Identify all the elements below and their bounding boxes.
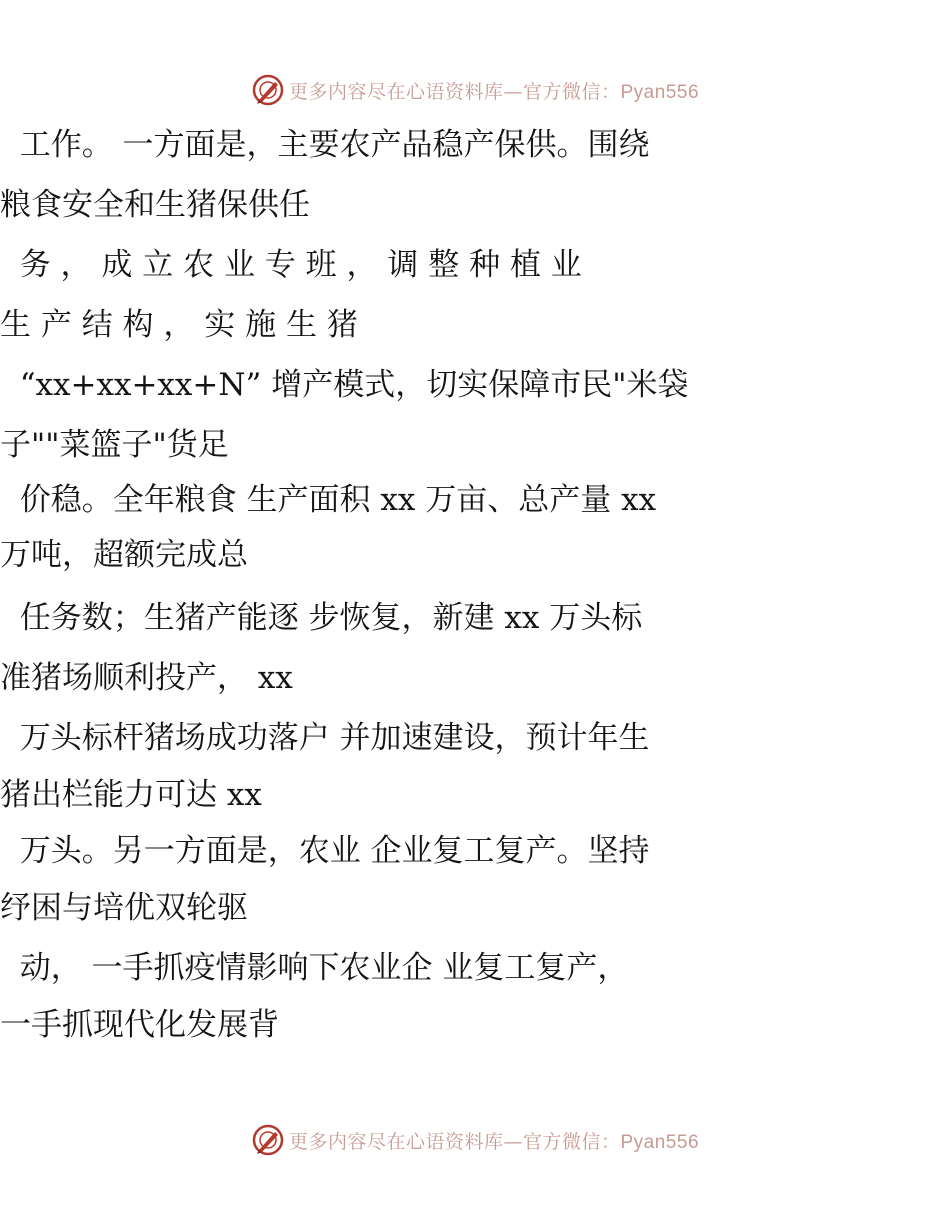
text-line: 准猪场顺利投产， xx [0, 660, 293, 696]
footer-watermark-banner [0, 1120, 950, 1160]
text-line: 一手抓现代化发展背 [0, 1007, 279, 1043]
footer-watermark-cn: 更多内容尽在心语资料库—官方微信： [288, 1130, 621, 1153]
text-line: 工作。 一方面是，主要农产品稳产保供。围绕 [0, 127, 650, 163]
text-line: “xx+xx+xx+N” 增产模式，切实保障市民"米袋 [0, 367, 689, 403]
header-watermark-text [289, 77, 699, 104]
text-line: 生 产 结 构 ， 实 施 生 猪 [0, 307, 358, 343]
pen-logo-icon [251, 1123, 285, 1157]
text-line: 价稳。全年粮食 生产面积 xx 万亩、总产量 xx [0, 482, 657, 518]
footer-wechat-id: Pyan556 [620, 1131, 700, 1153]
text-line: 万吨，超额完成总 [0, 537, 248, 573]
text-line: 粮食安全和生猪保供任 [0, 187, 310, 223]
header-wechat-id: Pyan556 [620, 81, 700, 103]
header-watermark-banner [0, 70, 950, 110]
text-line: 子""菜篮子"货足 [0, 427, 229, 463]
text-line: 务 ， 成 立 农 业 专 班 ， 调 整 种 植 业 [0, 247, 582, 283]
text-line: 万头标杆猪场成功落户 并加速建设，预计年生 [0, 720, 650, 756]
text-line: 万头。另一方面是，农业 企业复工复产。坚持 [0, 833, 650, 869]
text-line: 猪出栏能力可达 xx [0, 777, 262, 813]
footer-watermark-text [289, 1127, 699, 1154]
header-watermark-cn: 更多内容尽在心语资料库—官方微信： [288, 80, 621, 103]
pen-logo-icon [251, 73, 285, 107]
text-line: 动， 一手抓疫情影响下农业企 业复工复产， [0, 950, 629, 986]
text-line: 纾困与培优双轮驱 [0, 890, 248, 926]
text-line: 任务数；生猪产能逐 步恢复，新建 xx 万头标 [0, 600, 643, 636]
